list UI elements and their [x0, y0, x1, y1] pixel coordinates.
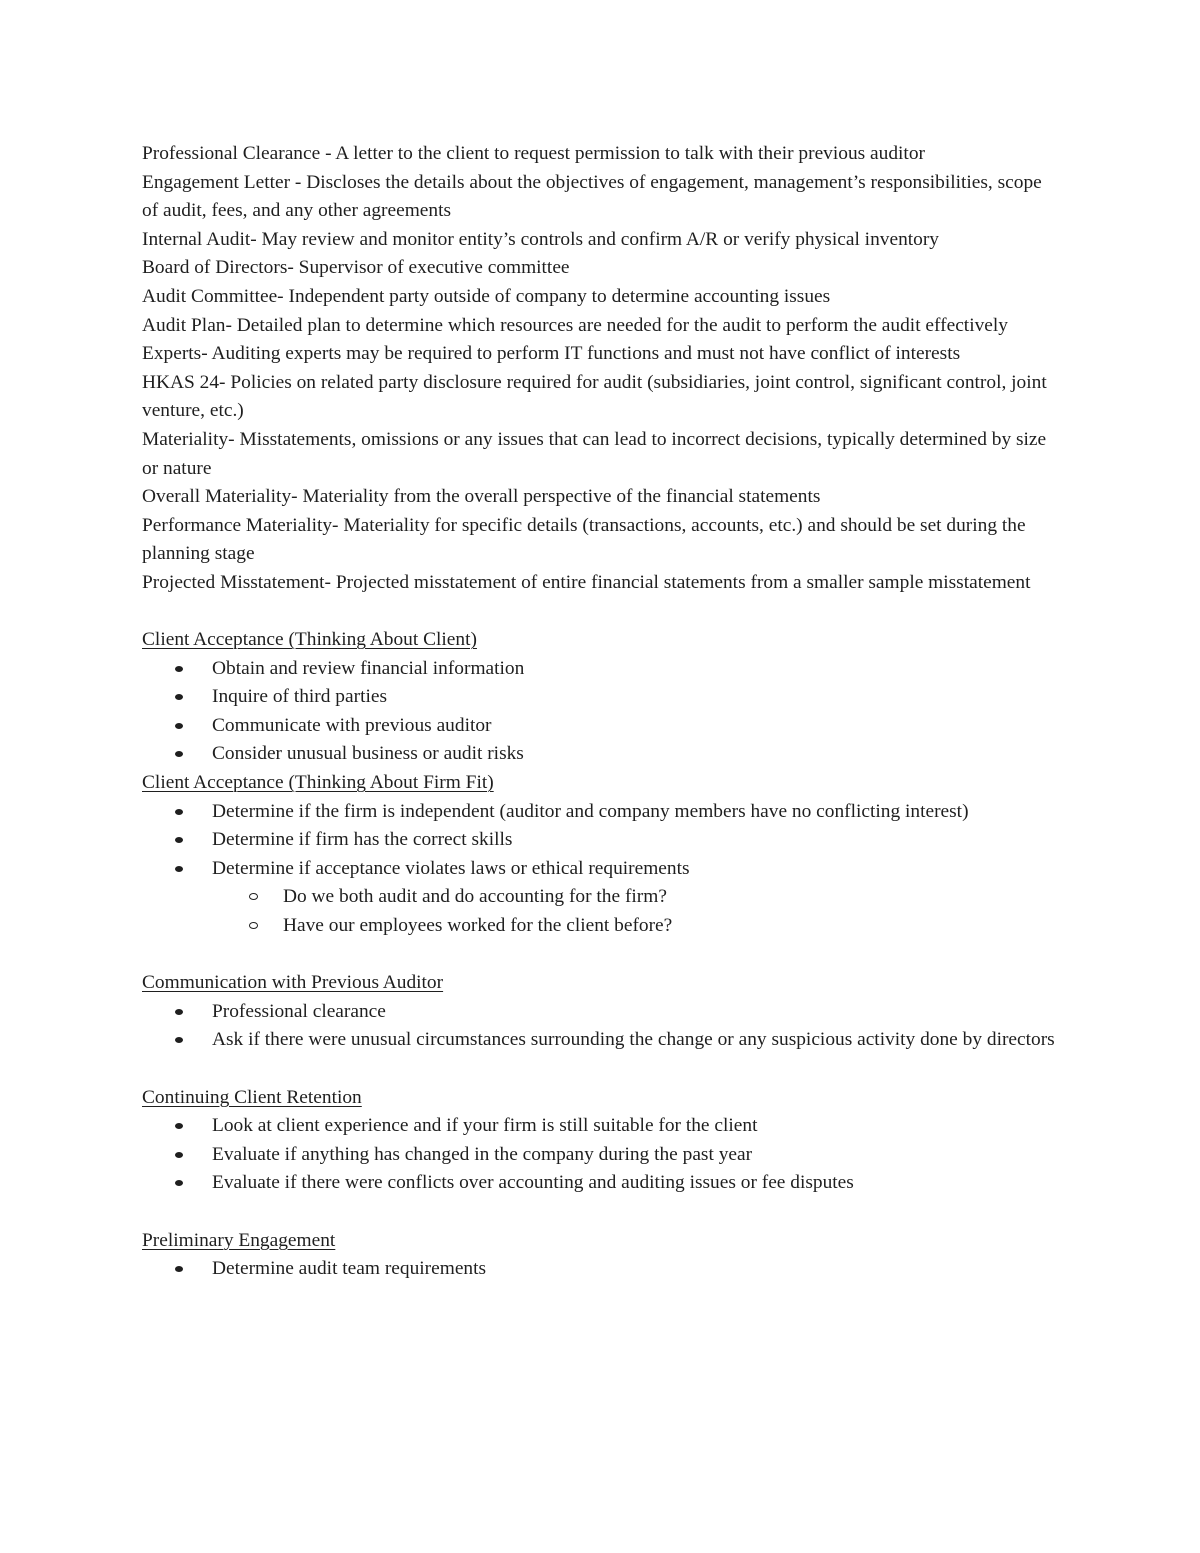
list-preliminary: [142, 1255, 1062, 1284]
definition-projected-misstatement: Projected Misstatement- Projected misstatement of entire financial statements from a smaller sample misstatement: [142, 571, 1031, 593]
bullet-icon: [175, 1009, 183, 1015]
bullet-icon: [175, 751, 183, 757]
bullet-icon: [175, 1180, 183, 1186]
bullet-icon: [175, 837, 183, 843]
list-item: Professional clearance: [212, 998, 1062, 1027]
list-communication: [142, 998, 1062, 1055]
definition-experts: Experts- Auditing experts may be required to perform IT functions and must not have conflict of interests: [142, 343, 961, 365]
bullet-icon: [175, 723, 183, 729]
sublist-ethical-requirements: [212, 883, 1062, 940]
definition-performance-materiality: Performance Materiality- Materiality for specific details (transactions, accounts, etc.) and should be set during the planning stage: [142, 514, 1026, 565]
list-client-acceptance-firm: [142, 798, 1062, 941]
document-page: [142, 140, 1062, 1284]
definition-audit-committee: Audit Committee- Independent party outside of company to determine accounting issues: [142, 285, 831, 307]
definition-internal-audit: Internal Audit- May review and monitor entity’s controls and confirm A/R or verify physical inventory: [142, 228, 939, 250]
heading-preliminary: Preliminary Engagement: [142, 1229, 336, 1251]
bullet-icon: [175, 666, 183, 672]
list-item: Ask if there were unusual circumstances surrounding the change or any suspicious activity done by directors: [212, 1026, 1062, 1055]
list-item: Inquire of third parties: [212, 683, 1062, 712]
bullet-icon: [175, 1123, 183, 1129]
bullet-icon: [175, 809, 183, 815]
list-item: Communicate with previous auditor: [212, 712, 1062, 741]
list-item: Consider unusual business or audit risks: [212, 740, 1062, 769]
heading-client-acceptance-client: Client Acceptance (Thinking About Client): [142, 629, 477, 651]
heading-communication: Communication with Previous Auditor: [142, 972, 444, 994]
list-item: Determine if firm has the correct skills: [212, 826, 1062, 855]
bullet-icon: [175, 1266, 183, 1272]
definition-professional-clearance: Professional Clearance - A letter to the client to request permission to talk with their previous auditor: [142, 143, 925, 164]
list-item: Determine audit team requirements: [212, 1255, 1062, 1284]
definition-engagement-letter: Engagement Letter - Discloses the details about the objectives of engagement, management’s responsibilities, scope of audit, fees, and any other agreements: [142, 171, 1042, 222]
hollow-bullet-icon: [249, 893, 258, 900]
heading-retention: Continuing Client Retention: [142, 1086, 362, 1108]
definition-overall-materiality: Overall Materiality- Materiality from the overall perspective of the financial statements: [142, 486, 821, 508]
heading-client-acceptance-firm: Client Acceptance (Thinking About Firm Fit): [142, 772, 494, 794]
list-retention: [142, 1112, 1062, 1198]
bullet-icon: [175, 1152, 183, 1158]
list-item: Determine if acceptance violates laws or ethical requirements Do we both audit and do accounting for the firm? Have our employees worked for the client before?: [212, 855, 1062, 941]
sub-list-item: Do we both audit and do accounting for the firm?: [283, 883, 1062, 912]
list-item: Obtain and review financial information: [212, 655, 1062, 684]
definition-board-of-directors: Board of Directors- Supervisor of executive committee: [142, 257, 570, 279]
definition-materiality: Materiality- Misstatements, omissions or any issues that can lead to incorrect decisions, typically determined by size or nature: [142, 428, 1047, 479]
list-item: Evaluate if anything has changed in the company during the past year: [212, 1141, 1062, 1170]
list-item: Evaluate if there were conflicts over accounting and auditing issues or fee disputes: [212, 1169, 1062, 1198]
list-client-acceptance-client: [142, 655, 1062, 769]
bullet-icon: [175, 1037, 183, 1043]
bullet-icon: [175, 866, 183, 872]
definition-audit-plan: Audit Plan- Detailed plan to determine which resources are needed for the audit to perform the audit effectively: [142, 314, 1008, 336]
definition-hkas-24: HKAS 24- Policies on related party disclosure required for audit (subsidiaries, joint control, significant control, joint venture, etc.): [142, 371, 1047, 422]
list-item: Look at client experience and if your firm is still suitable for the client: [212, 1112, 1062, 1141]
hollow-bullet-icon: [249, 922, 258, 929]
list-item: Determine if the firm is independent (auditor and company members have no conflicting interest): [212, 798, 1062, 827]
bullet-icon: [175, 694, 183, 700]
sub-list-item: Have our employees worked for the client before?: [283, 912, 1062, 941]
